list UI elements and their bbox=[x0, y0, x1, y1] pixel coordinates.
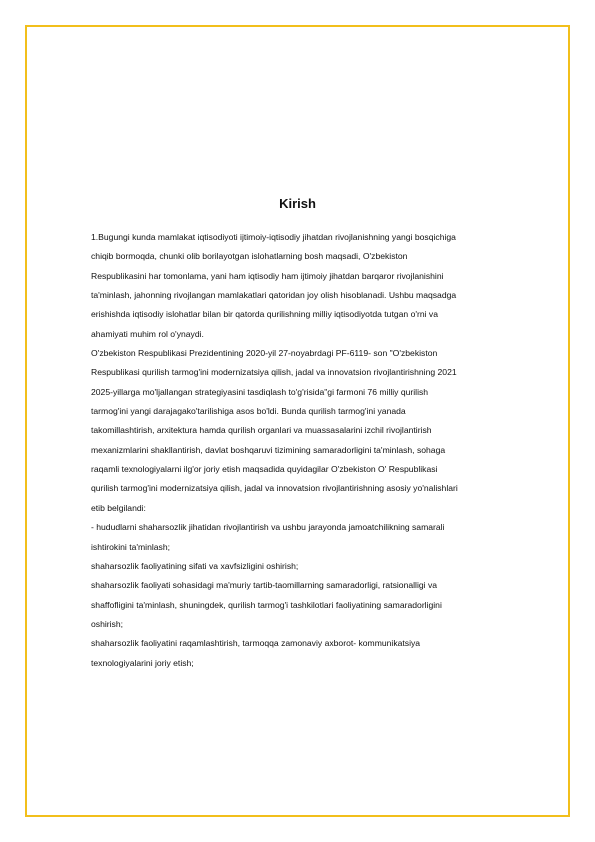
text-line: 2025-yillarga mo'ljallangan strategiyasini tasdiqlash to'g'risida"gi farmoni 76 milliy qurilish bbox=[91, 386, 429, 397]
text-line: O'zbekiston Respublikasi Prezidentining 2020-yil 27-noyabrdagi PF-6119- son "O'zbekiston bbox=[91, 348, 438, 359]
text-line: shaharsozlik faoliyatini raqamlashtirish, tarmoqqa zamonaviy axborot- kommunikatsiya bbox=[91, 638, 421, 649]
text-line: ahamiyati muhim rol o'ynaydi. bbox=[91, 328, 204, 339]
text-line: ishtirokini ta'minlash; bbox=[91, 541, 171, 552]
text-line: shaharsozlik faoliyatining sifati va xavfsizligini oshirish; bbox=[91, 560, 299, 571]
text-line: mexanizmlarini shakllantirish, davlat boshqaruvi tizimining samaradorligini ta'minlash, sohaga bbox=[91, 444, 446, 455]
page-title: Kirish bbox=[279, 196, 316, 211]
text-line: etib belgilandi: bbox=[91, 502, 146, 513]
text-line: ta'minlash, jahonning rivojlangan mamlakatlari qatoridan joy olish hisoblanadi. Ushbu maqsadga bbox=[91, 290, 457, 301]
text-line: chiqib bormoqda, chunki olib borilayotgan islohatlarning bosh maqsadi, O'zbekiston bbox=[91, 251, 408, 262]
text-line: Respublikasi qurilish tarmog'ini modernizatsiya qilish, jadal va innovatsion rivojlantirishning 2021 bbox=[91, 367, 457, 378]
text-line: oshirish; bbox=[91, 618, 123, 629]
text-line: tarmog'ini yangi darajagako'tarilishiga asos bo'ldi. Bunda qurilish tarmog'ini yanada bbox=[91, 406, 406, 417]
text-line: takomillashtirish, arxitektura hamda qurilish organlari va muassasalarini izchil rivojlantirish bbox=[91, 425, 432, 436]
text-line: 1.Bugungi kunda mamlakat iqtisodiyoti ijtimoiy-iqtisodiy jihatdan rivojlanishning yangi bosqichiga bbox=[91, 232, 456, 242]
text-line: Respublikasini har tomonlama, yani ham iqtisodiy ham ijtimoiy jihatdan barqaror rivojlanishini bbox=[91, 270, 444, 281]
text-line: raqamli texnologiyalarni ilg'or joriy etish maqsadida quyidagilar O'zbekiston O' Respublikasi bbox=[91, 464, 438, 475]
text-line: texnologiyalarini joriy etish; bbox=[91, 657, 194, 668]
document-body bbox=[91, 228, 511, 673]
text-line: qurilish tarmog'ini modernizatsiya qilish, jadal va innovatsion rivojlantirishning asosiy yo'nalishlari bbox=[91, 483, 458, 494]
text-line: shaffofligini ta'minlash, shuningdek, qurilish tarmog'i tashkilotlari faoliyatining samaradorligini bbox=[91, 599, 442, 610]
text-line: erishishda iqtisodiy islohatlar bilan bir qatorda qurilishning milliy iqtisodiyotda tutgan o'rni va bbox=[91, 309, 439, 320]
text-line: shaharsozlik faoliyati sohasidagi ma'muriy tartib-taomillarning samaradorligi, ratsionalligi va bbox=[91, 580, 438, 591]
text-line: - hududlarni shaharsozlik jihatidan rivojlantirish va ushbu jarayonda jamoatchilikning samarali bbox=[91, 522, 445, 533]
